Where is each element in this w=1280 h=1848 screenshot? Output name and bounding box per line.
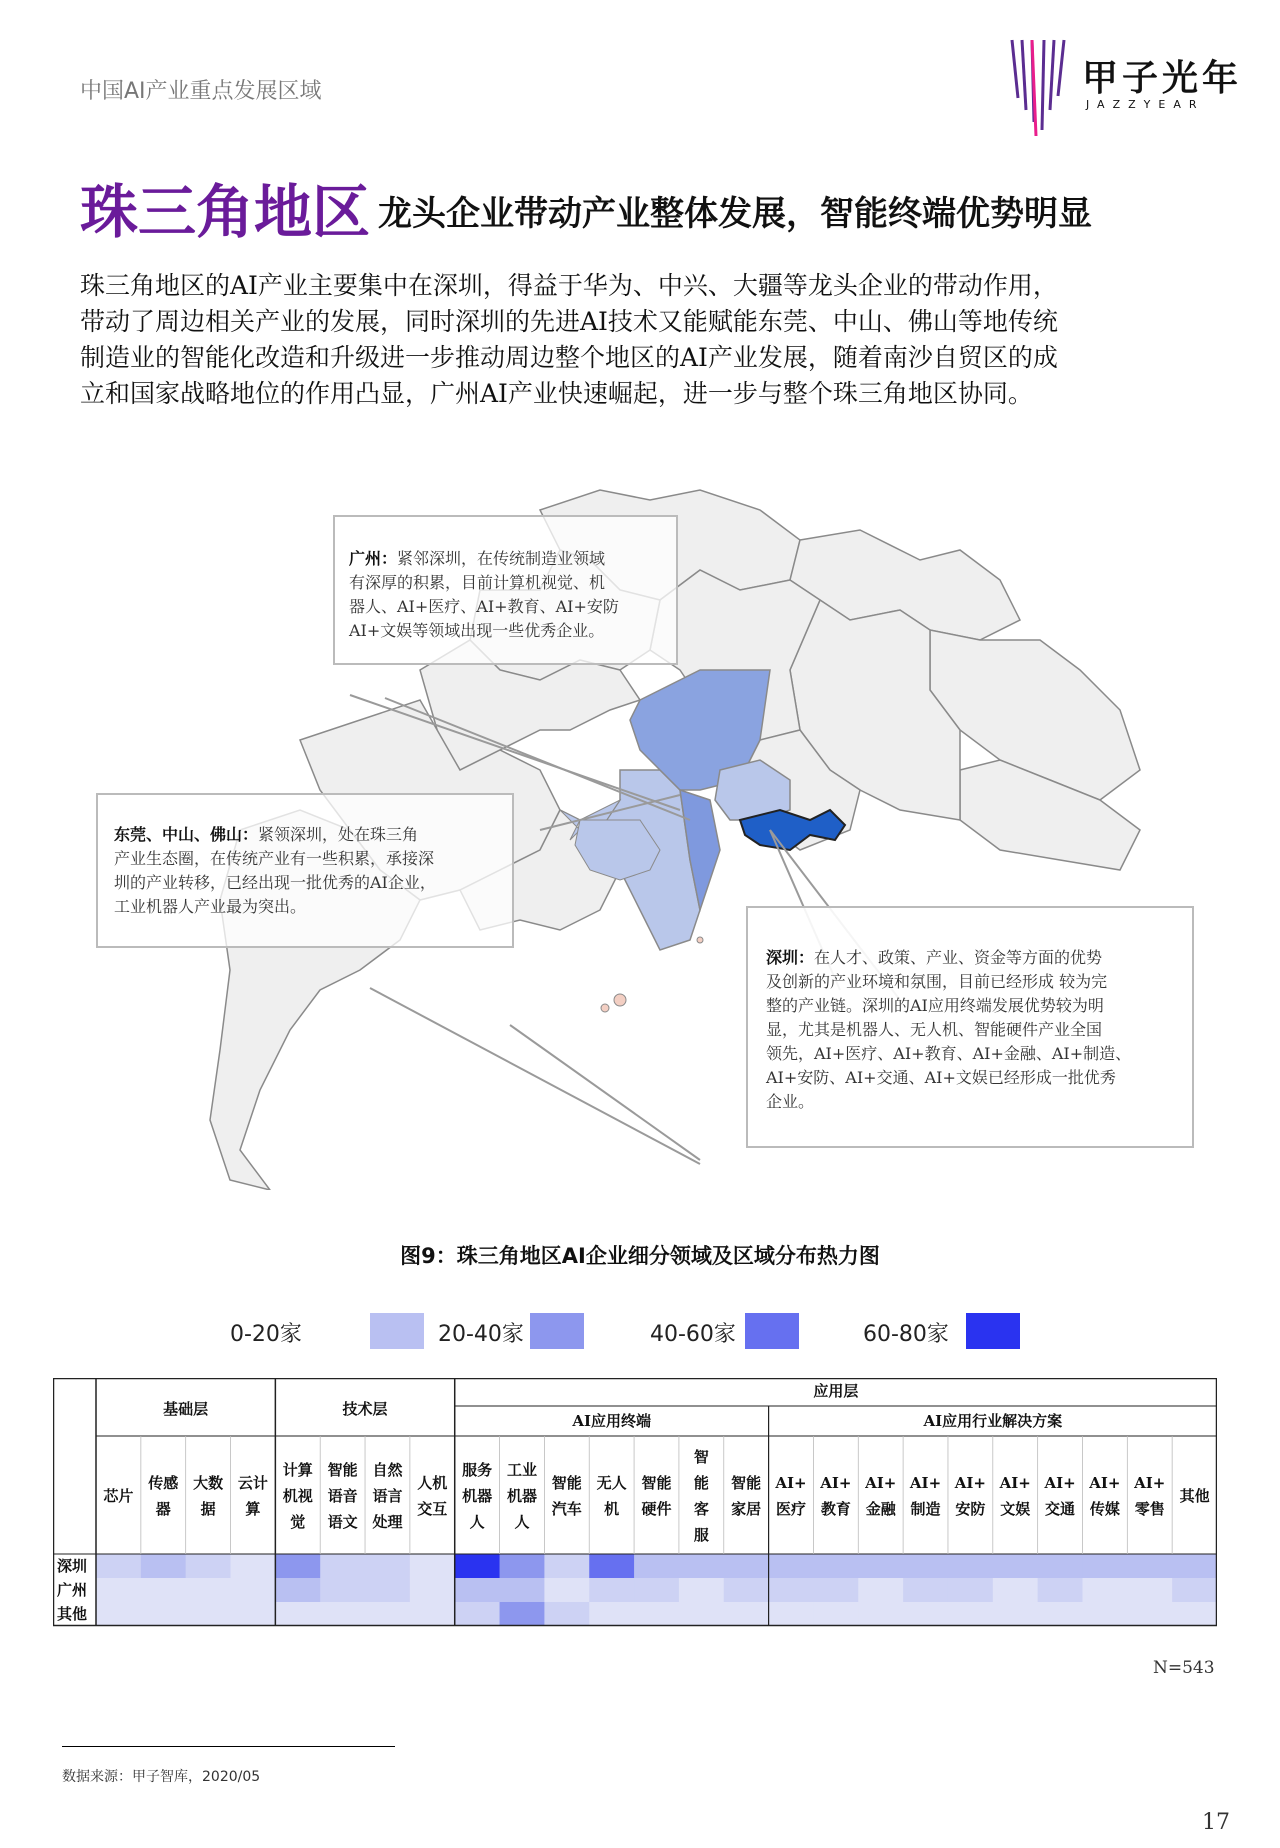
- column-header: 家居: [731, 1500, 762, 1518]
- heatmap-cell: [96, 1578, 141, 1602]
- map-island: [614, 994, 626, 1006]
- heatmap-cell: [769, 1578, 814, 1602]
- column-header: 人机: [417, 1474, 448, 1492]
- callout-line: 有深厚的积累，目前计算机视觉、机: [349, 573, 606, 592]
- legend-swatch: [530, 1313, 584, 1349]
- heatmap-cell: [275, 1578, 320, 1602]
- heatmap-cell: [993, 1578, 1038, 1602]
- page-subtitle: 龙头企业带动产业整体发展，智能终端优势明显: [378, 194, 1092, 234]
- legend-label: 0-20家: [230, 1322, 302, 1347]
- intro-line: 立和国家战略地位的作用凸显，广州AI产业快速崛起，进一步与整个珠三角地区协同。: [80, 379, 1033, 408]
- heatmap-cell: [679, 1602, 724, 1626]
- intro-line: 制造业的智能化改造和升级进一步推动周边整个地区的AI产业发展，随着南沙自贸区的成: [80, 343, 1058, 372]
- heatmap-cell: [589, 1578, 634, 1602]
- logo-en: JAZZYEAR: [1086, 98, 1205, 111]
- column-header: 制造: [910, 1500, 941, 1518]
- heatmap-cell: [275, 1602, 320, 1626]
- subgroup-label: AI应用终端: [572, 1412, 651, 1430]
- heatmap-cell: [365, 1602, 410, 1626]
- subgroup-label: AI应用行业解决方案: [923, 1412, 1063, 1430]
- heatmap-cell: [365, 1554, 410, 1578]
- heatmap-cell: [1082, 1602, 1127, 1626]
- heatmap-cell: [858, 1578, 903, 1602]
- heatmap-cell: [320, 1554, 365, 1578]
- heatmap-cell: [320, 1578, 365, 1602]
- heatmap-cell: [1127, 1578, 1172, 1602]
- column-header: 教育: [820, 1500, 851, 1518]
- callout-shenzhen-label: 深圳：: [766, 948, 815, 967]
- heatmap-cell: [1038, 1602, 1083, 1626]
- heatmap-cell: [724, 1578, 769, 1602]
- heatmap-cell: [410, 1578, 455, 1602]
- column-header: AI+: [909, 1474, 942, 1492]
- column-header: 人: [514, 1513, 530, 1531]
- heatmap-cell: [96, 1554, 141, 1578]
- callout-line: 产业生态圈，在传统产业有一些积累，承接深: [114, 849, 435, 868]
- column-header: 云计: [237, 1474, 268, 1492]
- column-header: 智: [693, 1448, 709, 1466]
- column-header: 智能: [641, 1474, 672, 1492]
- column-header: 机: [604, 1500, 620, 1518]
- callout-line: 在人才、政策、产业、资金等方面的优势: [814, 948, 1103, 967]
- heatmap-cell: [634, 1578, 679, 1602]
- column-header: 据: [200, 1500, 216, 1518]
- heatmap-cell: [589, 1554, 634, 1578]
- heatmap-cell: [141, 1602, 186, 1626]
- column-header: 处理: [372, 1513, 403, 1531]
- callout-dongguan-label: 东莞、中山、佛山：: [114, 825, 259, 844]
- heatmap-cell: [1127, 1554, 1172, 1578]
- map-island: [697, 937, 703, 943]
- heatmap-cell: [634, 1602, 679, 1626]
- heatmap-cell: [903, 1602, 948, 1626]
- column-header: 服: [693, 1526, 709, 1544]
- column-header: 零售: [1134, 1500, 1165, 1518]
- column-header: 语言: [372, 1487, 403, 1505]
- callout-line: 紧邻深圳，在传统制造业领域: [397, 549, 606, 568]
- row-label: 广州: [57, 1581, 88, 1599]
- heatmap-cell: [1082, 1578, 1127, 1602]
- sample-size: N=543: [1153, 1658, 1215, 1678]
- heatmap-cell: [455, 1554, 500, 1578]
- callout-dongguan: [96, 793, 514, 948]
- column-header: 服务: [462, 1461, 493, 1479]
- column-header: 能: [693, 1474, 709, 1492]
- column-header: AI+: [1134, 1474, 1166, 1492]
- column-header: 算: [245, 1500, 261, 1518]
- column-header: 人: [469, 1513, 485, 1531]
- data-source: 数据来源：甲子智库，2020/05: [62, 1769, 261, 1785]
- callout-guangzhou-label: 广州：: [349, 549, 398, 568]
- heatmap-cell: [141, 1578, 186, 1602]
- map-region-shenzhen: [740, 810, 845, 850]
- figure-title: 图9：珠三角地区AI企业细分领域及区域分布热力图: [400, 1244, 880, 1268]
- callout-line: 领先，AI+医疗、AI+教育、AI+金融、AI+制造、: [766, 1044, 1132, 1063]
- legend-swatch: [745, 1313, 799, 1349]
- heatmap-cell: [186, 1602, 231, 1626]
- heatmap-cell: [679, 1554, 724, 1578]
- intro-line: 珠三角地区的AI产业主要集中在深圳，得益于华为、中兴、大疆等龙头企业的带动作用，: [80, 271, 1058, 300]
- column-header: 硬件: [641, 1500, 672, 1518]
- column-header: 语音: [327, 1487, 358, 1505]
- column-header: 交互: [417, 1500, 448, 1518]
- column-header: 计算: [282, 1461, 313, 1479]
- heatmap-cell: [858, 1602, 903, 1626]
- section-header: 中国AI产业重点发展区域: [80, 79, 322, 104]
- callout-line: AI+文娱等领域出现一些优秀企业。: [349, 621, 605, 640]
- heatmap-cell: [500, 1602, 545, 1626]
- legend-label: 40-60家: [650, 1322, 736, 1347]
- column-header: 智能: [551, 1474, 582, 1492]
- callout-line: AI+安防、AI+交通、AI+文娱已经形成一批优秀: [766, 1068, 1116, 1087]
- heatmap-cell: [634, 1554, 679, 1578]
- intro-paragraph: [80, 268, 1205, 412]
- column-header: 无人: [596, 1474, 627, 1492]
- page-number: 17: [1202, 1810, 1230, 1835]
- heatmap-cell: [948, 1602, 993, 1626]
- group-label: 应用层: [813, 1382, 859, 1400]
- heatmap-cell: [320, 1602, 365, 1626]
- heatmap-cell: [769, 1602, 814, 1626]
- heatmap-cell: [1127, 1602, 1172, 1626]
- heatmap-cell: [275, 1554, 320, 1578]
- heatmap-cell: [993, 1554, 1038, 1578]
- heatmap-cell: [544, 1578, 589, 1602]
- heatmap-cell: [813, 1578, 858, 1602]
- callout-line: 企业。: [766, 1092, 815, 1111]
- heatmap-cell: [365, 1578, 410, 1602]
- column-header: 传感: [148, 1474, 179, 1492]
- legend-label: 60-80家: [863, 1322, 949, 1347]
- heatmap-cell: [231, 1554, 276, 1578]
- heatmap-cell: [186, 1554, 231, 1578]
- column-header: 金融: [865, 1500, 896, 1518]
- column-header: 机器: [506, 1487, 537, 1505]
- page-title: 珠三角地区: [80, 178, 371, 246]
- column-header: 智能: [731, 1474, 762, 1492]
- legend-swatch: [966, 1313, 1020, 1349]
- heatmap-cell: [903, 1554, 948, 1578]
- column-header: 汽车: [551, 1500, 582, 1518]
- column-header: 芯片: [103, 1487, 134, 1505]
- column-header: AI+: [865, 1474, 897, 1492]
- heatmap-cell: [1172, 1578, 1217, 1602]
- callout-line: 显，尤其是机器人、无人机、智能硬件产业全国: [766, 1020, 1103, 1039]
- logo-cn: 甲子光年: [1082, 58, 1243, 99]
- column-header: AI+: [820, 1474, 852, 1492]
- heatmap-cell: [1082, 1554, 1127, 1578]
- column-header: 智能: [327, 1461, 358, 1479]
- column-header: 机视: [282, 1487, 313, 1505]
- column-header: 器: [155, 1500, 171, 1518]
- map-island: [601, 1004, 609, 1012]
- heatmap-cell: [858, 1554, 903, 1578]
- callout-line: 圳的产业转移，已经出现一批优秀的AI企业，: [114, 873, 436, 892]
- heatmap-cell: [544, 1602, 589, 1626]
- group-label: 技术层: [342, 1400, 388, 1418]
- heatmap-cell: [813, 1602, 858, 1626]
- callout-guangzhou: [333, 515, 678, 665]
- heatmap-cell: [813, 1554, 858, 1578]
- row-label: 其他: [57, 1605, 88, 1623]
- heatmap-cell: [410, 1602, 455, 1626]
- column-header: 机器: [462, 1487, 493, 1505]
- group-label: 基础层: [163, 1400, 209, 1418]
- column-header: 文娱: [1000, 1500, 1031, 1518]
- column-header: 自然: [372, 1461, 403, 1479]
- column-header: 医疗: [776, 1500, 807, 1518]
- callout-shenzhen: [746, 906, 1194, 1148]
- column-header: 交通: [1045, 1500, 1076, 1518]
- heatmap-cell: [544, 1554, 589, 1578]
- column-header: AI+: [1089, 1474, 1121, 1492]
- column-header: 语文: [327, 1513, 358, 1531]
- heatmap-cell: [903, 1578, 948, 1602]
- legend-swatch: [370, 1313, 424, 1349]
- heatmap-cell: [231, 1602, 276, 1626]
- column-header: 传媒: [1089, 1500, 1120, 1518]
- heatmap-cell: [1172, 1602, 1217, 1626]
- heatmap-cell: [500, 1554, 545, 1578]
- heatmap-cell: [455, 1602, 500, 1626]
- column-header: 大数: [193, 1474, 224, 1492]
- heatmap-cell: [96, 1602, 141, 1626]
- heatmap-table: [53, 1378, 1217, 1656]
- intro-line: 带动了周边相关产业的发展，同时深圳的先进AI技术又能赋能东莞、中山、佛山等地传统: [80, 307, 1058, 336]
- legend-label: 20-40家: [438, 1322, 524, 1347]
- heatmap-cell: [948, 1554, 993, 1578]
- heatmap-cell: [679, 1578, 724, 1602]
- heatmap-cell: [141, 1554, 186, 1578]
- heatmap-cell: [1172, 1554, 1217, 1578]
- callout-line: 整的产业链。深圳的AI应用终端发展优势较为明: [766, 996, 1104, 1015]
- callout-line: 紧领深圳，处在珠三角: [258, 825, 419, 844]
- column-header: 觉: [290, 1513, 306, 1531]
- column-header: 其他: [1179, 1487, 1210, 1505]
- heatmap-legend: [0, 1311, 1280, 1351]
- heatmap-cell: [769, 1554, 814, 1578]
- column-header: AI+: [775, 1474, 807, 1492]
- heatmap-cell: [589, 1602, 634, 1626]
- column-header: 客: [693, 1500, 709, 1518]
- callout-line: 工业机器人产业最为突出。: [114, 897, 307, 916]
- heatmap-cell: [1038, 1578, 1083, 1602]
- heatmap-cell: [724, 1602, 769, 1626]
- column-header: AI+: [954, 1474, 986, 1492]
- footnote-rule: [62, 1746, 395, 1747]
- heatmap-cell: [993, 1602, 1038, 1626]
- callout-line: 器人、AI+医疗、AI+教育、AI+安防: [349, 597, 619, 616]
- callout-line: 及创新的产业环境和氛围，目前已经形成 较为完: [766, 972, 1108, 991]
- heatmap-cell: [186, 1578, 231, 1602]
- column-header: 工业: [506, 1461, 537, 1479]
- heatmap-cell: [410, 1554, 455, 1578]
- row-label: 深圳: [57, 1557, 88, 1575]
- heatmap-cell: [948, 1578, 993, 1602]
- column-header: AI+: [999, 1474, 1031, 1492]
- heatmap-cell: [455, 1578, 500, 1602]
- heatmap-cell: [231, 1578, 276, 1602]
- column-header: 安防: [955, 1500, 986, 1518]
- heatmap-cell: [724, 1554, 769, 1578]
- heatmap-cell: [1038, 1554, 1083, 1578]
- heatmap-cell: [500, 1578, 545, 1602]
- column-header: AI+: [1044, 1474, 1076, 1492]
